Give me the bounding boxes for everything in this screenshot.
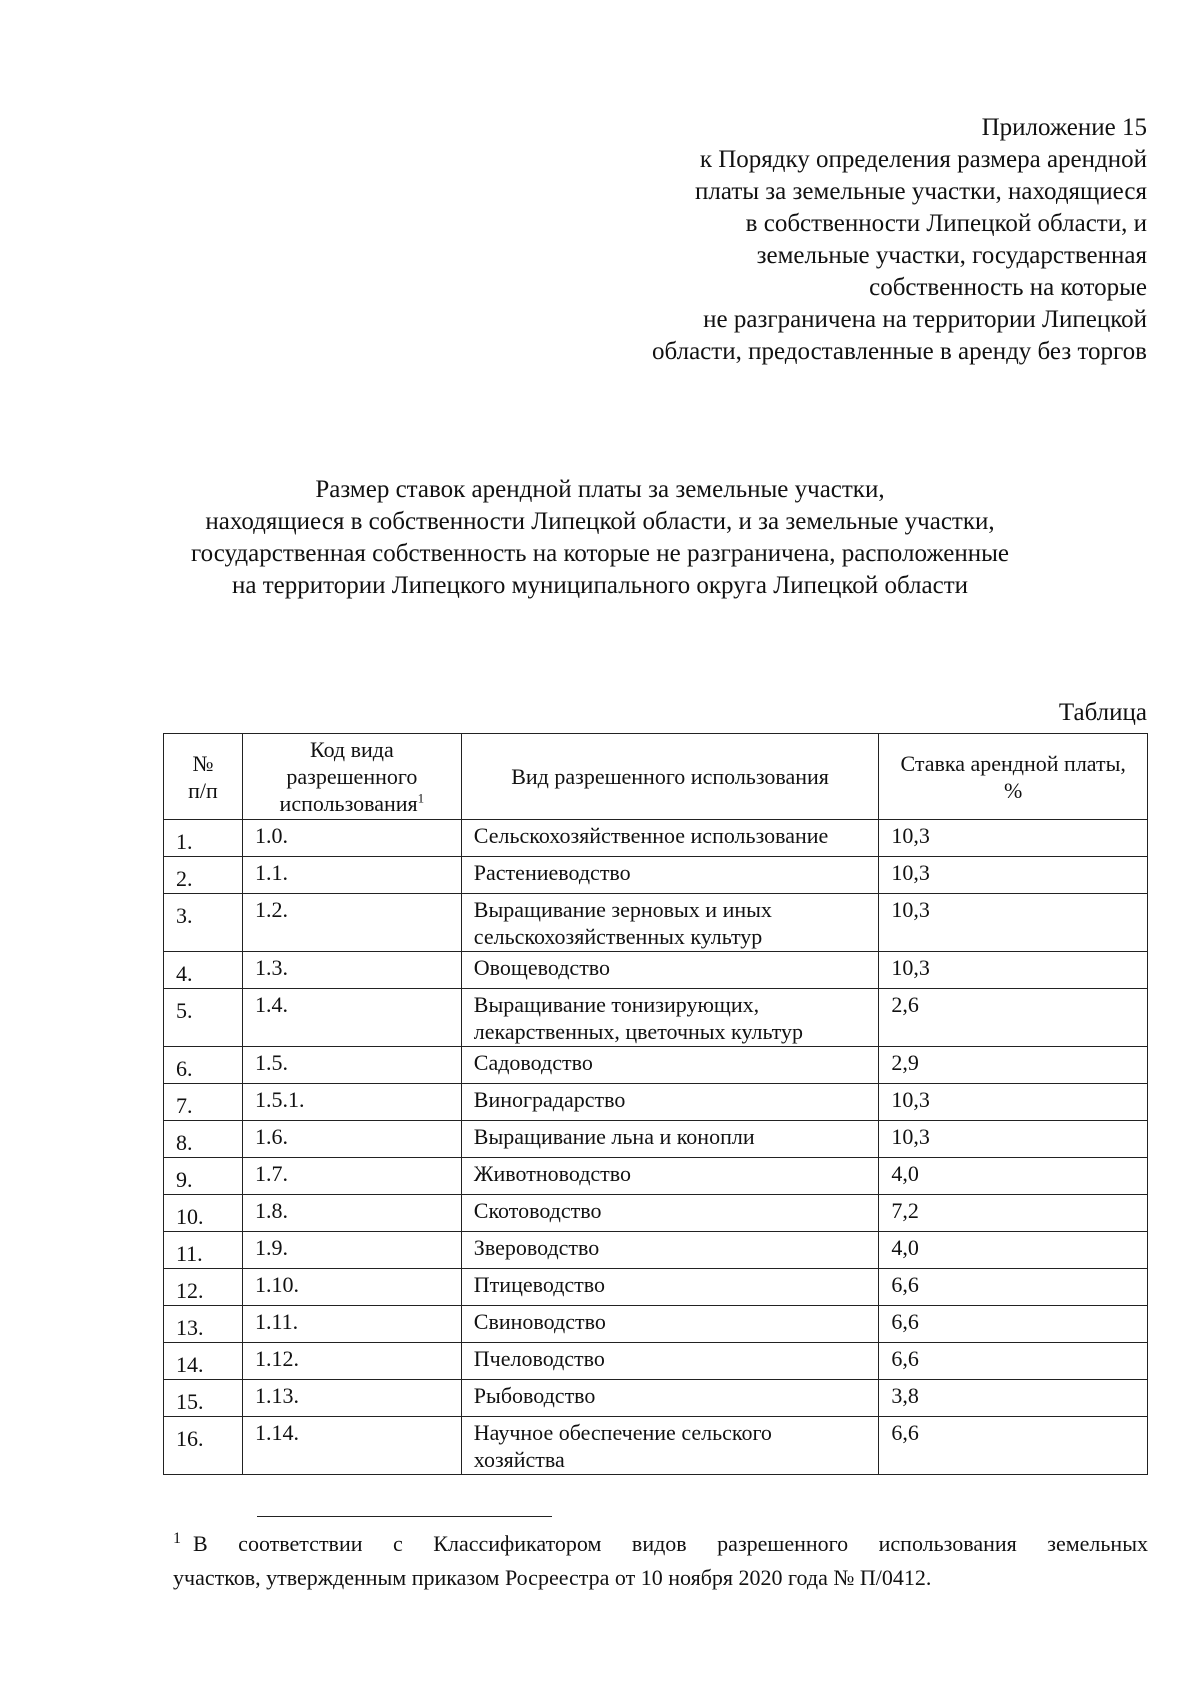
cell-use: Виноградарство <box>461 1084 879 1121</box>
cell-use: Скотоводство <box>461 1195 879 1232</box>
cell-num: 11. <box>164 1232 243 1269</box>
table-row <box>164 1195 1148 1232</box>
header-num <box>164 734 243 820</box>
cell-code: 1.5. <box>242 1047 461 1084</box>
cell-use: Научное обеспечение сельского хозяйства <box>461 1417 879 1475</box>
table-row <box>164 1084 1148 1121</box>
footnote-ref-mark: 1 <box>417 790 425 806</box>
table-caption: Таблица <box>1058 699 1147 726</box>
cell-num: 15. <box>164 1380 243 1417</box>
table-row <box>164 1380 1148 1417</box>
appendix-line: Приложение 15 <box>981 114 1147 141</box>
table-row <box>164 952 1148 989</box>
title-line: Размер ставок арендной платы за земельные участки, <box>315 476 885 503</box>
cell-rate: 2,6 <box>879 989 1148 1047</box>
title-line: находящиеся в собственности Липецкой области, и за земельные участки, <box>205 508 995 535</box>
cell-rate: 7,2 <box>879 1195 1148 1232</box>
cell-code: 1.3. <box>242 952 461 989</box>
cell-rate: 4,0 <box>879 1232 1148 1269</box>
table-row <box>164 894 1148 952</box>
cell-use: Выращивание тонизирующих, лекарственных, цветочных культур <box>461 989 879 1047</box>
table-row <box>164 1343 1148 1380</box>
cell-num: 8. <box>164 1121 243 1158</box>
cell-num: 9. <box>164 1158 243 1195</box>
cell-code: 1.8. <box>242 1195 461 1232</box>
cell-use: Пчеловодство <box>461 1343 879 1380</box>
cell-num: 4. <box>164 952 243 989</box>
appendix-line: не разграничена на территории Липецкой <box>703 306 1147 333</box>
cell-rate: 10,3 <box>879 820 1148 857</box>
table-row <box>164 820 1148 857</box>
appendix-header <box>587 112 1147 368</box>
cell-code: 1.10. <box>242 1269 461 1306</box>
cell-rate: 4,0 <box>879 1158 1148 1195</box>
table-header-row <box>164 734 1148 820</box>
cell-rate: 6,6 <box>879 1269 1148 1306</box>
cell-num: 10. <box>164 1195 243 1232</box>
cell-use: Свиноводство <box>461 1306 879 1343</box>
cell-use: Сельскохозяйственное использование <box>461 820 879 857</box>
appendix-line: к Порядку определения размера арендной <box>699 146 1147 173</box>
title-line: на территории Липецкого муниципального округа Липецкой области <box>231 572 969 599</box>
cell-rate: 10,3 <box>879 894 1148 952</box>
title-line: государственная собственность на которые не разграничена, расположенные <box>190 540 1010 567</box>
cell-code: 1.0. <box>242 820 461 857</box>
cell-code: 1.2. <box>242 894 461 952</box>
cell-num: 16. <box>164 1417 243 1475</box>
cell-rate: 2,9 <box>879 1047 1148 1084</box>
table-row <box>164 1047 1148 1084</box>
table-row <box>164 1121 1148 1158</box>
cell-num: 7. <box>164 1084 243 1121</box>
table-row <box>164 1158 1148 1195</box>
cell-code: 1.9. <box>242 1232 461 1269</box>
table-row <box>164 1232 1148 1269</box>
footnote-mark: 1 <box>173 1529 181 1547</box>
cell-num: 5. <box>164 989 243 1047</box>
header-num-line2: п/п <box>188 777 218 803</box>
table-row <box>164 1269 1148 1306</box>
cell-code: 1.7. <box>242 1158 461 1195</box>
cell-use: Овощеводство <box>461 952 879 989</box>
cell-code: 1.5.1. <box>242 1084 461 1121</box>
appendix-line: земельные участки, государственная <box>756 242 1147 269</box>
rates-table <box>163 733 1148 1475</box>
header-rate <box>879 734 1148 820</box>
cell-code: 1.1. <box>242 857 461 894</box>
footnote <box>173 1527 1148 1595</box>
cell-rate: 10,3 <box>879 1084 1148 1121</box>
cell-num: 3. <box>164 894 243 952</box>
cell-code: 1.6. <box>242 1121 461 1158</box>
cell-rate: 6,6 <box>879 1343 1148 1380</box>
header-use: Вид разрешенного использования <box>461 734 879 820</box>
appendix-line: платы за земельные участки, находящиеся <box>695 178 1147 205</box>
cell-code: 1.13. <box>242 1380 461 1417</box>
cell-rate: 6,6 <box>879 1417 1148 1475</box>
cell-use: Звероводство <box>461 1232 879 1269</box>
cell-rate: 10,3 <box>879 1121 1148 1158</box>
cell-num: 2. <box>164 857 243 894</box>
table-row <box>164 1306 1148 1343</box>
appendix-line: в собственности Липецкой области, и <box>745 210 1147 237</box>
footnote-line1: В соответствии с Классификатором видов разрешенного использования земельных <box>193 1531 1148 1556</box>
cell-code: 1.12. <box>242 1343 461 1380</box>
appendix-line: области, предоставленные в аренду без торгов <box>652 338 1147 365</box>
header-rate-line1: Ставка арендной платы, <box>900 750 1126 776</box>
header-code-line3: использования <box>279 791 418 816</box>
cell-code: 1.11. <box>242 1306 461 1343</box>
cell-use: Растениеводство <box>461 857 879 894</box>
footnote-separator <box>257 1516 552 1517</box>
cell-rate: 6,6 <box>879 1306 1148 1343</box>
table-row <box>164 1417 1148 1475</box>
cell-num: 6. <box>164 1047 243 1084</box>
cell-num: 14. <box>164 1343 243 1380</box>
header-rate-line2: % <box>1004 777 1023 803</box>
cell-use: Животноводство <box>461 1158 879 1195</box>
cell-num: 1. <box>164 820 243 857</box>
cell-rate: 10,3 <box>879 952 1148 989</box>
cell-num: 12. <box>164 1269 243 1306</box>
cell-use: Выращивание зерновых и иных сельскохозяйственных культур <box>461 894 879 952</box>
header-code-line1: Код вида <box>309 737 394 762</box>
cell-code: 1.14. <box>242 1417 461 1475</box>
cell-use: Выращивание льна и конопли <box>461 1121 879 1158</box>
document-title <box>100 474 1100 602</box>
table-row <box>164 989 1148 1047</box>
cell-rate: 10,3 <box>879 857 1148 894</box>
cell-num: 13. <box>164 1306 243 1343</box>
footnote-line2: участков, утвержденным приказом Росреестра от 10 ноября 2020 года № П/0412. <box>173 1565 932 1590</box>
table-row <box>164 857 1148 894</box>
appendix-line: собственность на которые <box>869 274 1147 301</box>
cell-use: Птицеводство <box>461 1269 879 1306</box>
cell-use: Садоводство <box>461 1047 879 1084</box>
table-body <box>164 820 1148 1475</box>
cell-rate: 3,8 <box>879 1380 1148 1417</box>
cell-code: 1.4. <box>242 989 461 1047</box>
cell-use: Рыбоводство <box>461 1380 879 1417</box>
header-code-line2: разрешенного <box>286 764 418 789</box>
header-code <box>242 734 461 820</box>
footnote-first-line <box>173 1527 1148 1561</box>
header-num-line1: № <box>192 750 214 776</box>
